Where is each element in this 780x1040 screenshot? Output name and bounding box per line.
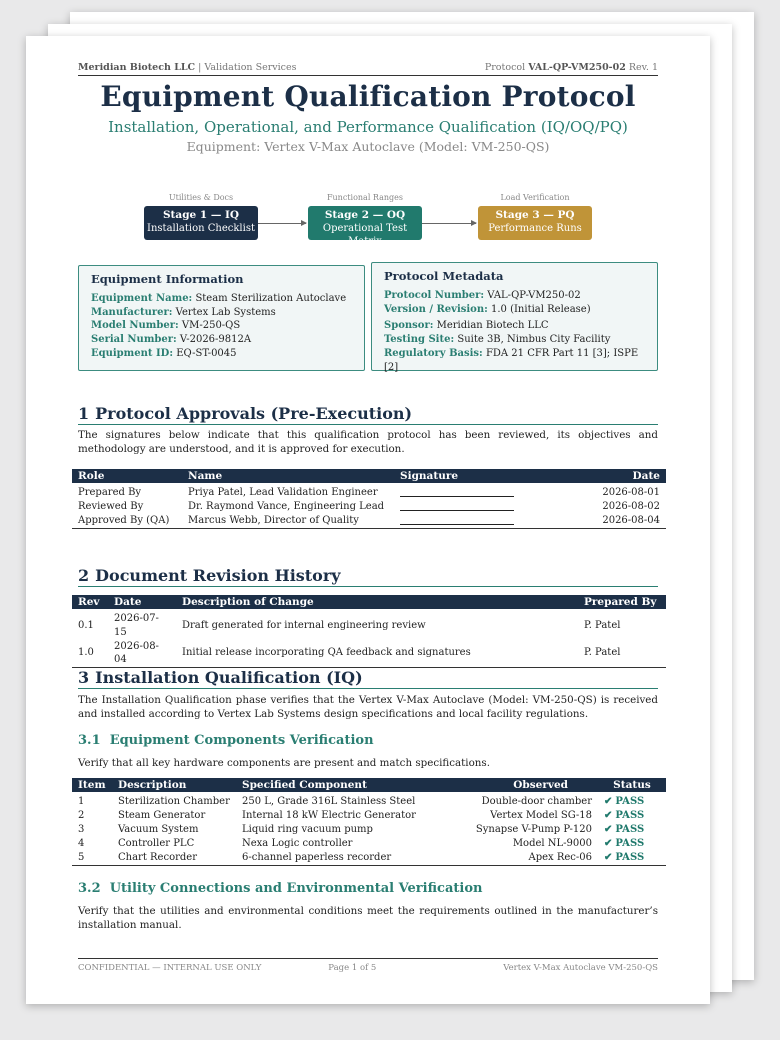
protocol-metadata-box — [371, 262, 658, 371]
page-footer — [78, 958, 658, 973]
section-1-text: The signatures below indicate that this qualification protocol has been reviewed, its objectives and methodology are understood, and it is approved for execution. — [78, 429, 658, 455]
col-signature: Signature — [394, 469, 544, 483]
stage-1-caption: Utilities & Docs — [168, 193, 234, 202]
status-badge: ✔ PASS — [604, 796, 645, 807]
footer-confidential: CONFIDENTIAL — INTERNAL USE ONLY — [78, 963, 262, 973]
info-row: Serial Number: V-2026-9812A — [91, 334, 252, 346]
info-row: Equipment Name: Steam Sterilization Autoclave — [91, 292, 347, 304]
col-date: Date — [108, 595, 176, 609]
table-row: Prepared By Priya Patel, Lead Validation Engineer 2026-08-01 — [78, 487, 660, 498]
col-item: Item — [72, 778, 112, 792]
col-status: Status — [598, 778, 666, 792]
col-description: Description of Change — [176, 595, 578, 609]
col-description: Description — [112, 778, 236, 792]
check-icon: ✔ — [604, 809, 613, 821]
table-row: 5 Chart Recorder 6-channel paperless recorder Apex Rec-06 ✔ PASS — [72, 851, 666, 865]
meta-row: Protocol Number: VAL-QP-VM250-02 — [384, 289, 581, 301]
subsection-3-2-heading: 3.2 Utility Connections and Environmental Verification — [78, 881, 483, 896]
check-icon: ✔ — [604, 796, 613, 807]
qualification-flow-diagram — [78, 186, 658, 246]
document-page — [26, 36, 710, 1004]
stage-3-caption: Load Verification — [500, 193, 570, 202]
table-row: Approved By (QA) Marcus Webb, Director of Quality 2026-08-04 — [72, 514, 666, 528]
status-badge: ✔ PASS — [604, 851, 645, 863]
header-left: Meridian Biotech LLC | Validation Services — [78, 62, 297, 73]
col-prepared-by: Prepared By — [578, 595, 666, 609]
stage-2-caption: Functional Ranges — [326, 193, 404, 202]
col-date: Date — [544, 469, 666, 483]
col-specified: Specified Component — [236, 778, 436, 792]
protocol-metadata-heading: Protocol Metadata — [384, 269, 504, 283]
flow-arrow — [258, 223, 306, 224]
section-3-text: The Installation Qualification phase verifies that the Vertex V-Max Autoclave (Model: VM-250-QS) is received and installed according to Vertex Lab Systems design specifications and local facility regulations. — [78, 694, 658, 720]
stage-1-box: Stage 1 — IQ Installation Checklist — [144, 206, 258, 240]
signature-line[interactable] — [400, 502, 514, 511]
info-row: Manufacturer: Vertex Lab Systems — [91, 306, 276, 318]
revision-history-table — [72, 595, 666, 668]
col-rev: Rev — [72, 595, 108, 609]
table-row: 3 Vacuum System Liquid ring vacuum pump Synapse V-Pump P-120 ✔ PASS — [78, 823, 645, 835]
status-badge: ✔ PASS — [604, 809, 645, 821]
footer-page-number: Page 1 of 5 — [328, 963, 377, 973]
table-row: 2 Steam Generator Internal 18 kW Electric Generator Vertex Model SG-18 ✔ PASS — [78, 809, 645, 821]
table-row: 0.1 2026-07-15 Draft generated for internal engineering review P. Patel — [78, 613, 621, 638]
check-icon: ✔ — [604, 837, 613, 849]
meta-row: Regulatory Basis: FDA 21 CFR Part 11 [3]; ISPE [2] — [384, 347, 639, 373]
section-2-heading: 2 Document Revision History — [78, 566, 658, 587]
document-title: Equipment Qualification Protocol — [100, 80, 636, 113]
meta-row: Version / Revision: 1.0 (Initial Release) — [384, 303, 591, 315]
equipment-line: Equipment: Vertex V-Max Autoclave (Model: VM-250-QS) — [186, 139, 550, 154]
section-1-heading: 1 Protocol Approvals (Pre-Execution) — [78, 404, 658, 425]
section-3-heading: 3 Installation Qualification (IQ) — [78, 668, 658, 689]
status-badge: ✔ PASS — [604, 823, 645, 835]
check-icon: ✔ — [604, 851, 613, 863]
stage-2-box: Stage 2 — OQ Operational Test Matrix — [308, 206, 422, 240]
approvals-table — [72, 469, 666, 529]
table-row: Reviewed By Dr. Raymond Vance, Engineering Lead 2026-08-02 — [78, 500, 660, 512]
equipment-info-heading: Equipment Information — [91, 272, 244, 286]
subsection-3-2-text: Verify that the utilities and environmental conditions meet the requirements outlined in the manufacturer’s installation manual. — [78, 905, 658, 931]
subsection-3-1-heading: 3.1 Equipment Components Verification — [78, 733, 374, 748]
header-right: Protocol VAL-QP-VM250-02 Rev. 1 — [484, 62, 658, 73]
status-badge: ✔ PASS — [604, 837, 645, 849]
document-subtitle: Installation, Operational, and Performance Qualification (IQ/OQ/PQ) — [108, 118, 628, 136]
check-icon: ✔ — [604, 823, 613, 835]
table-row: 4 Controller PLC Nexa Logic controller Model NL-9000 ✔ PASS — [78, 837, 645, 849]
table-row: 1.0 2026-08-04 Initial release incorporating QA feedback and signatures P. Patel — [72, 640, 666, 668]
col-observed: Observed — [436, 778, 598, 792]
flow-arrow — [422, 223, 476, 224]
meta-row: Sponsor: Meridian Biotech LLC — [384, 320, 549, 332]
signature-line[interactable] — [400, 488, 514, 497]
col-name: Name — [182, 469, 394, 483]
stage-3-box: Stage 3 — PQ Performance Runs — [478, 206, 592, 240]
components-table — [72, 778, 666, 866]
meta-row: Testing Site: Suite 3B, Nimbus City Facility — [384, 334, 611, 346]
table-row: 1 Sterilization Chamber 250 L, Grade 316L Stainless Steel Double-door chamber ✔ PASS — [78, 796, 645, 807]
running-header — [78, 62, 658, 76]
signature-line[interactable] — [400, 516, 514, 525]
info-row: Equipment ID: EQ-ST-0045 — [91, 347, 237, 359]
footer-equipment: Vertex V-Max Autoclave VM-250-QS — [503, 963, 658, 973]
info-row: Model Number: VM-250-QS — [91, 320, 241, 332]
subsection-3-1-text: Verify that all key hardware components are present and match specifications. — [78, 757, 490, 769]
col-role: Role — [72, 469, 182, 483]
equipment-info-box — [78, 265, 365, 371]
